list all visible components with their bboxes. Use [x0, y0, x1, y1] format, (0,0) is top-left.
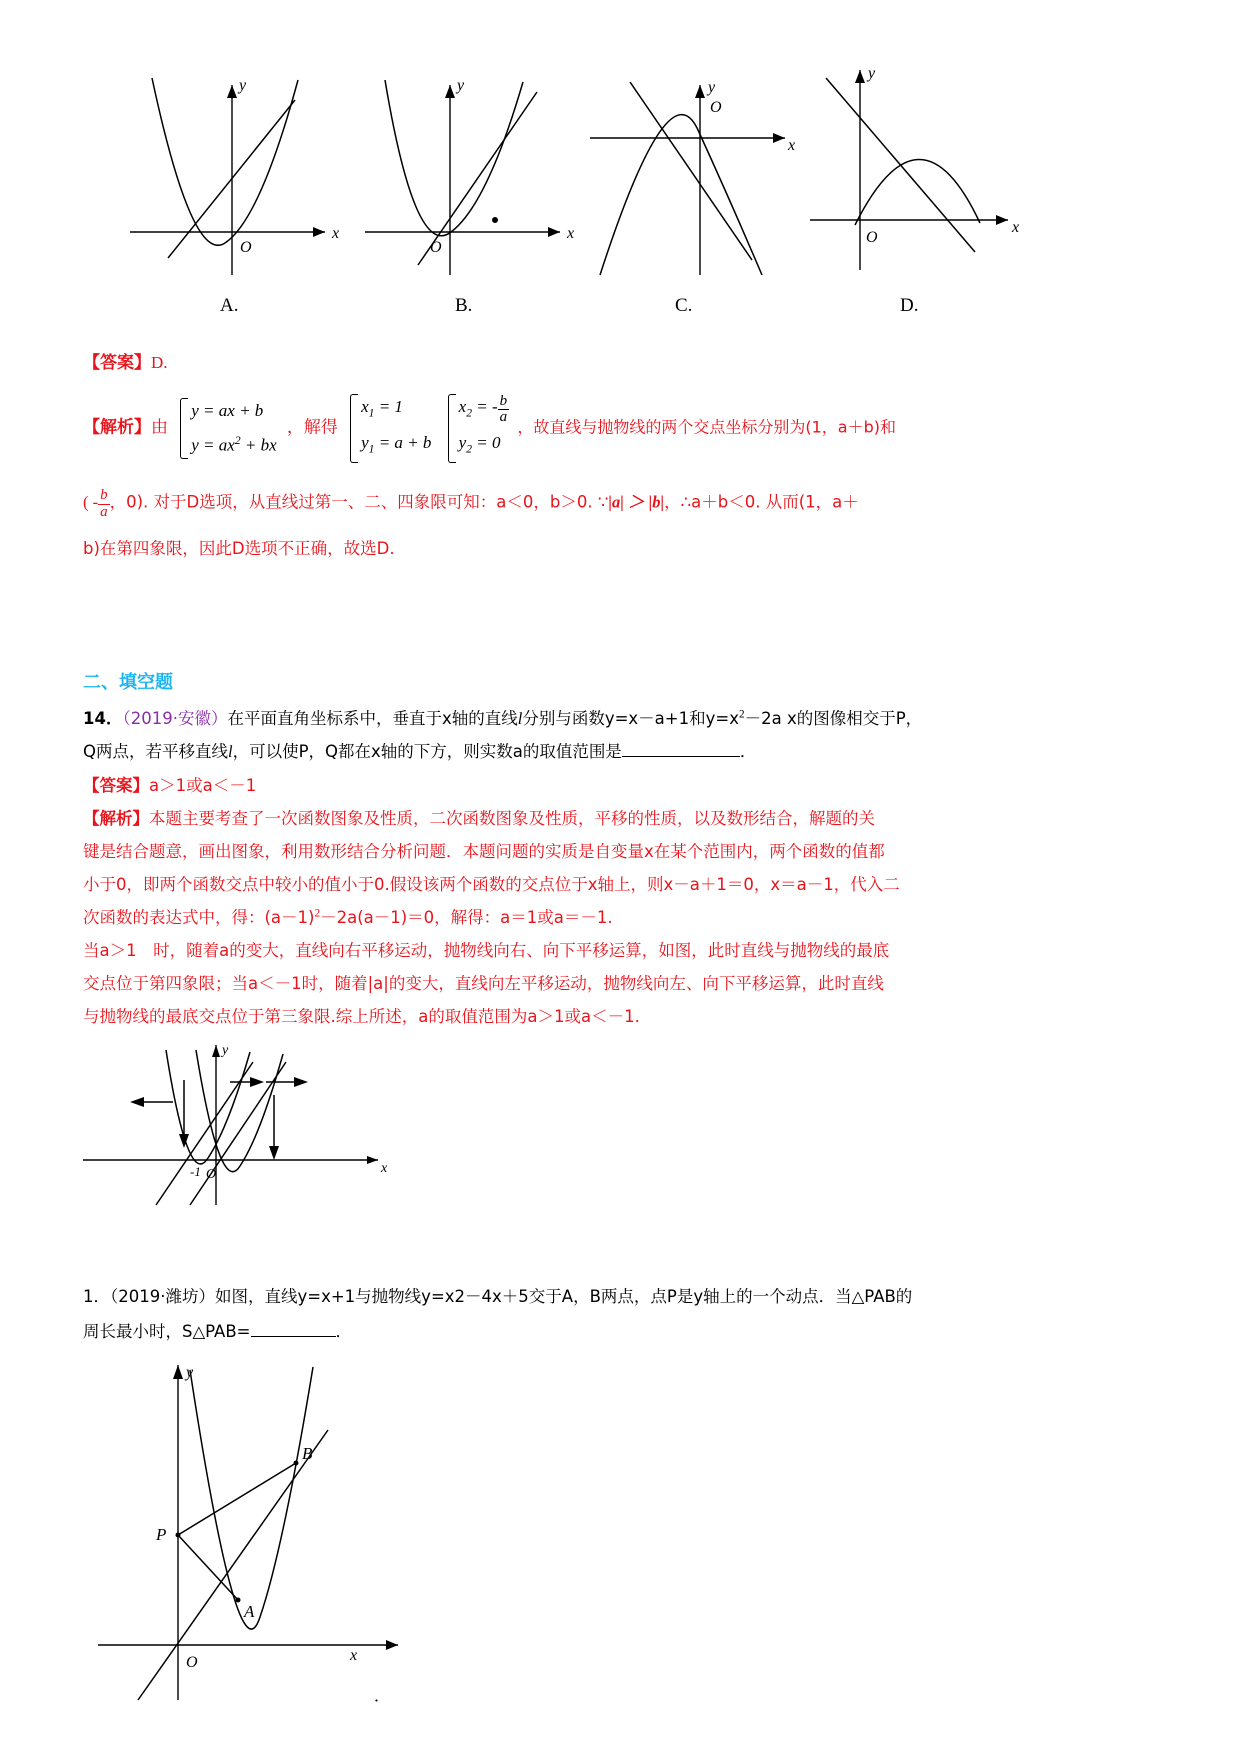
svg-text:O: O [430, 239, 442, 256]
q14-stem-line2-b: ，可以使P，Q都在x轴的下方，则实数a的取值范围是 [232, 742, 622, 761]
q14-source: （2019·安徽） [122, 709, 228, 728]
svg-text:y: y [708, 79, 716, 96]
figure-label-d: D. [900, 295, 919, 316]
q14-stem-line2-end: ． [739, 742, 757, 761]
fraction-numerator: b [499, 392, 508, 409]
fraction-denominator: a [499, 409, 508, 426]
q14-explain-text-2: 键是结合题意，画出图象，利用数形结合分析问题．本题问题的实质是自变量x在某个范围内，两个函数的值都 [83, 842, 885, 861]
q14-explain-line3 [83, 871, 900, 895]
svg-text:O: O [206, 1167, 217, 1182]
system2-row1-val: = 1 [374, 397, 403, 416]
system3-row2-var: y [458, 433, 467, 453]
q14-stem-a: 在平面直角坐标系中，垂直于x轴的直线 [227, 709, 518, 728]
q14-explain-text-4b: －2a(a－1)＝0，解得：a＝1或a＝－1. [320, 908, 613, 927]
system2-row2-val: = a + b [374, 433, 432, 453]
system3-row2-sub: 2 [466, 442, 472, 456]
q13-line2-post2: ，∴a＋b＜0. 从而(1，a＋ [664, 492, 859, 512]
svg-text:O: O [186, 1654, 198, 1671]
figure-label-b: B. [455, 295, 473, 316]
system2-row2-sub: 1 [368, 442, 375, 456]
figure-choice-a [120, 60, 370, 316]
svg-text:A: A [244, 1602, 255, 1621]
q14-explain-text-4a: 次函数的表达式中，得：(a－1) [83, 908, 315, 927]
q14-answer-blank[interactable] [622, 741, 740, 757]
q14-explain-text-3: 小于0，即两个函数交点中较小的值小于0.假设该两个函数的交点位于x轴上，则x－a＋1＝0，x＝a－1，代入二 [83, 875, 900, 894]
svg-text:y: y [868, 65, 876, 82]
q14-line-l-1: l [517, 709, 523, 728]
svg-text:B: B [302, 1444, 313, 1463]
q14-explain-text-5: 当a＞1 时，随着a的变大，直线向右平移运动，抛物线向右、向下平移运算，如图，此时直线与抛物线的最底 [83, 941, 890, 960]
fraction2-numerator: b [100, 487, 108, 503]
q14-explain-line4 [83, 904, 613, 928]
system2-row1-sub: 1 [368, 406, 375, 420]
q14-stem-sup: 2 [738, 708, 745, 721]
system1-row1 [191, 396, 276, 426]
q13-abs-inequality: |a| ＞ |b| [608, 492, 665, 512]
q14-explain-line6 [83, 970, 884, 994]
q1-trailing-dot-text: ． [374, 1686, 391, 1705]
figure-choice-b [355, 60, 605, 316]
svg-text:x: x [381, 1161, 388, 1176]
q14-explain-text-7: 与抛物线的最底交点位于第三象限.综上所述，a的取值范围为a＞1或a＜－1. [83, 1007, 640, 1026]
system1-row2-a: y = ax [191, 435, 235, 455]
equation-system-1 [178, 396, 276, 461]
q14-explain-tag: 【解析】 [83, 809, 149, 828]
q14-answer-line [83, 772, 256, 796]
q14-number: 14． [83, 709, 123, 728]
q14-stem-line1 [83, 705, 922, 729]
q14-stem-b: 分别与函数y=x－a+1和y=x [522, 709, 739, 728]
q1-stem-a: 如图，直线y=x+1与抛物线y=x2－4x＋5交于A，B两点，点P是y轴上的一个动点．当△PAB的 [215, 1287, 913, 1306]
system3-row1-sub: 2 [466, 406, 472, 420]
q14-explain-line1 [83, 805, 875, 829]
q14-stem-line2 [83, 738, 756, 762]
svg-text:x: x [350, 1647, 358, 1664]
system3-row2 [459, 428, 509, 464]
svg-text:y: y [222, 1043, 229, 1058]
q13-answer-line [83, 348, 168, 373]
q14-explain-line5 [83, 937, 889, 961]
q14-answer-tag: 【答案】 [83, 776, 149, 795]
system2-row2-var: y [361, 433, 369, 453]
q1-stem-b: 周长最小时，S△PAB= [83, 1322, 251, 1341]
svg-text:x: x [1012, 219, 1020, 236]
figure-choice-c [570, 60, 820, 316]
svg-text:-1: -1 [190, 1164, 201, 1179]
answer-value: D. [151, 353, 168, 372]
q14-explain-text-6: 交点位于第四象限；当a＜－1时，随着|a|的变大，直线向左平移运动，抛物线向左、向下平移运算，此时直线 [83, 974, 884, 993]
q1-number: 1． [83, 1287, 110, 1306]
q1-source: （2019·潍坊） [110, 1287, 215, 1306]
fraction2-denominator: a [100, 503, 108, 520]
system1-row2 [191, 426, 276, 461]
q14-stem-c: －2a x的图像相交于P， [744, 709, 923, 728]
q14-explain-line7 [83, 1003, 640, 1027]
system3-row1-var: x [458, 397, 467, 416]
section-heading-text: 二、填空题 [83, 672, 173, 693]
equation-system-3 [446, 392, 509, 465]
q1-stem-end: ． [335, 1322, 352, 1341]
system3-row1 [459, 392, 509, 428]
svg-text:x: x [332, 225, 340, 242]
system1-row1-text: y = ax + b [191, 401, 264, 421]
explain-lead: 由 [151, 417, 168, 438]
system2-row2 [361, 428, 431, 464]
q14-line-l-2: l [228, 742, 233, 761]
q14-explain-text-1: 本题主要考查了一次函数图象及性质，二次函数图象及性质，平移的性质，以及数形结合，解题的关 [149, 809, 875, 828]
answer-tag: 【答案】 [83, 353, 151, 373]
system1-row2-sup: 2 [234, 434, 241, 448]
q1-trailing-dot [374, 1683, 390, 1706]
q13-tail1: ，故直线与抛物线的两个交点坐标分别为(1，a＋b)和 [517, 417, 897, 437]
fraction-b-over-a-2 [98, 488, 110, 521]
system2-row1 [361, 392, 431, 428]
q13-explain-line2 [83, 488, 859, 521]
q1-figure [78, 1355, 438, 1720]
q14-figure [78, 1040, 398, 1210]
q13-explain-line3 [83, 535, 395, 559]
svg-text:x: x [788, 137, 796, 154]
q13-line2-pre: ( - [83, 492, 99, 512]
q13-line3-text: b)在第四象限，因此D选项不正确，故选D. [83, 539, 395, 558]
svg-text:y: y [457, 77, 465, 94]
system2-row1-var: x [361, 397, 369, 416]
q13-explain-line1 [83, 392, 896, 465]
svg-text:O: O [866, 229, 878, 246]
q1-answer-blank[interactable] [251, 1321, 336, 1337]
figure-label-a: A. [220, 295, 239, 316]
system1-row2-b: + bx [240, 435, 277, 455]
q1-stem-line1 [83, 1283, 912, 1307]
system3-row2-val: = 0 [471, 433, 501, 453]
q1-stem-line2 [83, 1318, 352, 1342]
q14-explain-text-4-sup: 2 [314, 907, 321, 920]
svg-text:x: x [567, 225, 575, 242]
svg-text:O: O [710, 99, 722, 116]
q14-explain-line2 [83, 838, 885, 862]
svg-text:y: y [186, 1364, 194, 1381]
q14-answer-value: a＞1或a＜－1 [149, 776, 257, 795]
figure-label-c: C. [675, 295, 693, 316]
figure-choice-d [790, 60, 1040, 316]
svg-text:y: y [239, 77, 247, 94]
explain-connector: ，解得 [286, 417, 338, 438]
svg-text:P: P [156, 1525, 167, 1544]
q14-stem-line2-a: Q两点，若平移直线 [83, 742, 228, 761]
explain-tag: 【解析】 [83, 417, 151, 438]
section-heading-fill-in-blank [83, 668, 173, 694]
equation-system-2 [348, 392, 431, 465]
system3-row1-eq: = - [471, 397, 498, 416]
svg-text:O: O [240, 239, 252, 256]
q13-line2-post: ，0). 对于D选项，从直线过第一、二、四象限可知：a＜0，b＞0. ∵ [109, 492, 609, 512]
choice-figures-row [80, 60, 1160, 320]
fraction-b-over-a [498, 394, 510, 427]
